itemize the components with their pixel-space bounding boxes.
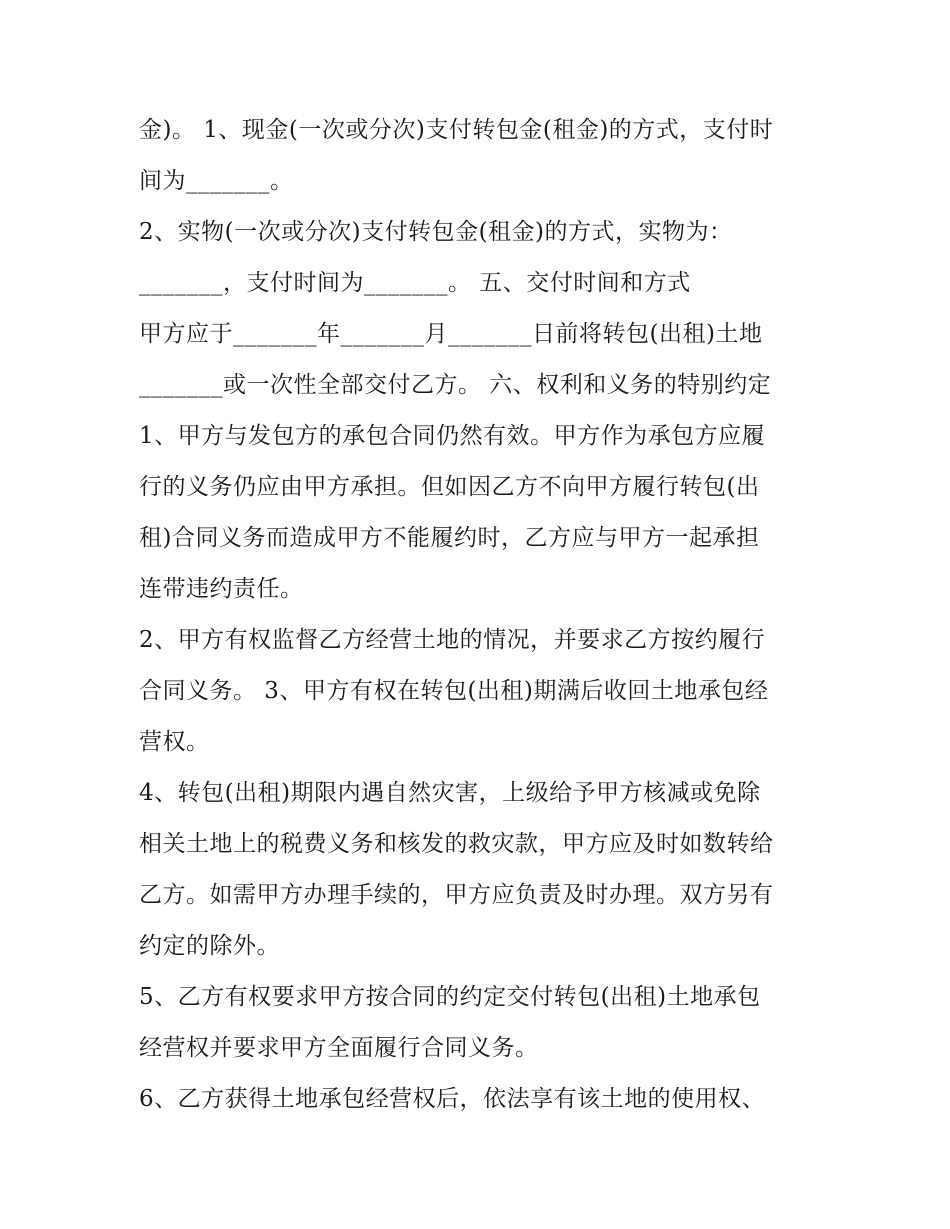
text-line: 相关土地上的税费义务和核发的救灾款，甲方应及时如数转给 (139, 831, 774, 857)
text-line: 间为_______。 (139, 168, 294, 194)
text-line: 1、甲方与发包方的承包合同仍然有效。甲方作为承包方应履 (139, 423, 766, 449)
text-line: 2、实物(一次或分次)支付转包金(租金)的方式，实物为： (139, 219, 733, 245)
text-line: 6、乙方获得土地承包经营权后，依法享有该土地的使用权、 (139, 1086, 766, 1112)
contract-body-text (139, 105, 829, 1125)
text-line: 金)。 1、现金(一次或分次)支付转包金(租金)的方式，支付时 (139, 117, 774, 143)
text-line: 经营权并要求甲方全面履行合同义务。 (139, 1035, 539, 1061)
text-line: 行的义务仍应由甲方承担。但如因乙方不向甲方履行转包(出 (139, 474, 760, 500)
text-line: 连带违约责任。 (139, 576, 304, 602)
text-line: 营权。 (139, 729, 210, 755)
text-line: 约定的除外。 (139, 933, 280, 959)
text-line: 乙方。如需甲方办理手续的，甲方应负责及时办理。双方另有 (139, 882, 774, 908)
text-line: 租)合同义务而造成甲方不能履约时，乙方应与甲方一起承担 (139, 525, 760, 551)
text-line: 2、甲方有权监督乙方经营土地的情况，并要求乙方按约履行 (139, 627, 766, 653)
text-line: 5、乙方有权要求甲方按合同的约定交付转包(出租)土地承包 (139, 984, 761, 1010)
text-line: 甲方应于_______年_______月_______日前将转包(出租)土地 (139, 321, 763, 347)
text-line: 4、转包(出租)期限内遇自然灾害，上级给予甲方核减或免除 (139, 780, 761, 806)
text-line: _______或一次性全部交付乙方。 六、权利和义务的特别约定 (139, 372, 772, 398)
text-line: _______，支付时间为_______。 五、交付时间和方式 (139, 270, 691, 296)
text-line: 合同义务。 3、甲方有权在转包(出租)期满后收回土地承包经 (139, 678, 769, 704)
